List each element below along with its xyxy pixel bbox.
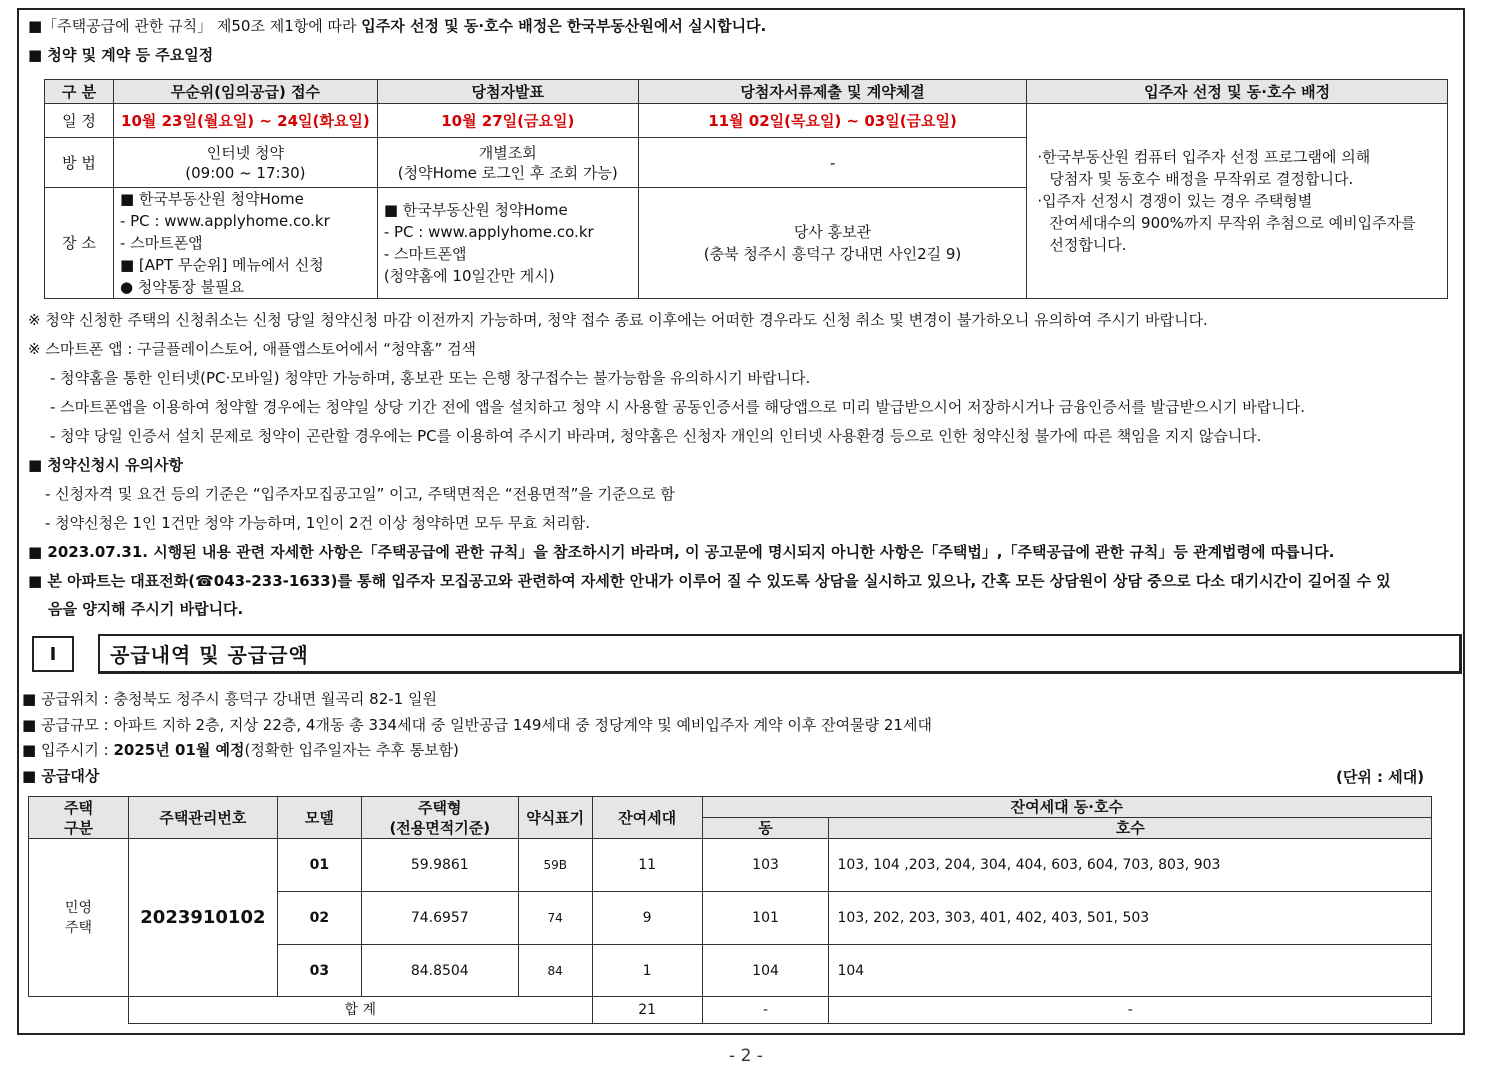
note-line: - 청약 당일 인증서 설치 문제로 청약이 곤란할 경우에는 PC를 이용하여 주시기 바라며, 청약홈은 신청자 개인의 인터넷 사용환경 등으로 인한 청약신청 불가에 따른 책임을 지지 않습니다. [50, 427, 1262, 445]
supply-location: ■ 공급위치 : 충청북도 청주시 흥덕구 강내면 월곡리 82-1 일원 [22, 690, 437, 708]
intro-line [28, 15, 766, 37]
method-line: (09:00 ~ 17:30) [185, 163, 306, 182]
selection-note-line: ·입주자 선정시 경쟁이 있는 경우 주택형별 [1037, 192, 1313, 210]
area-cell: 84.8504 [361, 945, 518, 997]
header-line: 주택 [63, 798, 93, 817]
note-line: - 스마트폰앱을 이용하여 청약할 경우에는 청약일 상당 기간 전에 앱을 설치하고 청약 시 사용할 공동인증서를 해당앱으로 미리 발급받으시어 저장하시거나 금융인증서를 발급받으시기 바랍니다. [50, 398, 1306, 416]
caution-item: - 신청자격 및 요건 등의 기준은 “입주자모집공고일” 이고, 주택면적은 “전용면적”을 기준으로 함 [45, 485, 675, 503]
row-label-date: 일 정 [45, 104, 114, 138]
note-line: ※ 스마트폰 앱 : 구글플레이스토어, 애플앱스토어에서 “청약홈” 검색 [28, 340, 477, 358]
total-count: 21 [592, 997, 702, 1024]
schedule-table [44, 79, 1448, 299]
method-line: (청약Home 로그인 후 조회 가능) [397, 163, 618, 182]
place-line: - 스마트폰앱 [119, 234, 203, 252]
movein-note: (정확한 입주일자는 추후 통보함) [244, 741, 459, 759]
place-contract [638, 188, 1027, 299]
page-number: - 2 - [729, 1046, 763, 1066]
place-announcement [377, 188, 638, 299]
header-remaining-units: 잔여세대 동·호수 [702, 797, 1431, 818]
header-line: (전용면적기준) [389, 818, 491, 837]
caution-heading: ■ 청약신청시 유의사항 [28, 456, 184, 474]
movein-label: ■ 입주시기 : [22, 741, 114, 759]
note-line: - 청약홈을 통한 인터넷(PC·모바일) 청약만 가능하며, 홍보관 또는 은행 창구접수는 불가능함을 유의하시기 바랍니다. [50, 369, 811, 387]
housing-type-line: 민영 [64, 899, 92, 916]
selection-note-line: 당첨자 및 동호수 배정을 무작위로 결정합니다. [1049, 170, 1354, 188]
date-contract: 11월 02일(목요일) ~ 03일(금요일) [638, 104, 1027, 138]
model-cell: 02 [277, 892, 361, 945]
supply-movein [22, 739, 459, 761]
dong-cell: 104 [702, 945, 829, 997]
dong-cell: 103 [702, 839, 829, 892]
place-line: - PC : www.applyhome.co.kr [383, 223, 594, 241]
place-application [113, 188, 377, 299]
ho-cell: 103, 104 ,203, 204, 304, 404, 603, 604, 703, 803, 903 [829, 839, 1432, 892]
schedule-header: 구 분 [45, 80, 114, 104]
area-cell: 59.9861 [361, 839, 518, 892]
contact-notice-cont: 음을 양지해 주시기 바랍니다. [48, 600, 244, 618]
supply-scale: ■ 공급규모 : 아파트 지하 2층, 지상 22층, 4개동 총 334세대 중 일반공급 149세대 중 정당계약 및 예비입주자 계약 이후 잔여물량 21세대 [22, 716, 932, 734]
count-cell: 1 [592, 945, 702, 997]
dong-cell: 101 [702, 892, 829, 945]
schedule-header: 무순위(임의공급) 접수 [113, 80, 377, 104]
total-label: 합 계 [128, 997, 592, 1024]
row-label-method: 방 법 [45, 138, 114, 188]
supply-target: ■ 공급대상 [22, 767, 100, 785]
intro-text: ■「주택공급에 관한 규칙」 제50조 제1항에 따라 [28, 17, 362, 35]
unit-label: (단위 : 세대) [1336, 768, 1425, 786]
place-line: ■ 한국부동산원 청약Home [119, 190, 304, 208]
selection-note [1027, 104, 1448, 299]
caution-item: - 청약신청은 1인 1건만 청약 가능하며, 1인이 2건 이상 청약하면 모두 무효 처리함. [45, 514, 591, 532]
header-house-type [361, 797, 518, 839]
date-announcement: 10월 27일(금요일) [377, 104, 638, 138]
selection-note-line: ·한국부동산원 컴퓨터 입주자 선정 프로그램에 의해 [1037, 148, 1371, 166]
place-line: ■ 한국부동산원 청약Home [383, 201, 568, 219]
housing-type-line: 주택 [64, 919, 92, 936]
short-cell: 74 [518, 892, 592, 945]
method-line: 인터넷 청약 [206, 143, 284, 162]
method-line: 개별조회 [478, 143, 537, 162]
ho-cell: 104 [829, 945, 1432, 997]
ho-cell: 103, 202, 203, 303, 401, 402, 403, 501, 503 [829, 892, 1432, 945]
selection-note-line: 잔여세대수의 900%까지 무작위 추첨으로 예비입주자를 [1049, 214, 1416, 232]
header-remaining: 잔여세대 [592, 797, 702, 839]
housing-type-cell [29, 839, 129, 997]
row-label-place: 장 소 [45, 188, 114, 299]
total-dong: - [702, 997, 829, 1024]
contact-notice: ■ 본 아파트는 대표전화(☎043-233-1633)를 통해 입주자 모집공고와 관련하여 자세한 안내가 이루어 질 수 있도록 상담을 실시하고 있으나, 간혹 모든 상담원이 상담 중으로 다소 대기시간이 길어질 수 있 [28, 572, 1391, 590]
total-ho: - [829, 997, 1432, 1024]
method-contract: - [638, 138, 1027, 188]
note-line: ※ 청약 신청한 주택의 신청취소는 신청 당일 청약신청 마감 이전까지 가능하며, 청약 접수 종료 이후에는 어떠한 경우라도 신청 취소 및 변경이 불가하오니 유의하여 주시기 바랍니다. [28, 311, 1208, 329]
legal-notice: ■ 2023.07.31. 시행된 내용 관련 자세한 사항은「주택공급에 관한 규칙」을 참조하시기 바라며, 이 공고문에 명시되지 아니한 사항은「주택법」,「주택공급에 관한 규칙」등 관계법령에 따릅니다. [28, 543, 1335, 561]
section-number: I [32, 636, 74, 672]
date-application: 10월 23일(월요일) ~ 24일(화요일) [113, 104, 377, 138]
area-cell: 74.6957 [361, 892, 518, 945]
supply-table [28, 796, 1432, 1024]
place-line: 당사 홍보관 [793, 223, 872, 241]
method-announcement [377, 138, 638, 188]
header-model: 모델 [277, 797, 361, 839]
model-cell: 03 [277, 945, 361, 997]
place-line: - 스마트폰앱 [383, 245, 467, 263]
header-mgmt-no: 주택관리번호 [128, 797, 277, 839]
schedule-header: 당첨자발표 [377, 80, 638, 104]
header-short: 약식표기 [518, 797, 592, 839]
schedule-header: 입주자 선정 및 동·호수 배정 [1027, 80, 1448, 104]
short-cell: 84 [518, 945, 592, 997]
header-line: 구분 [63, 818, 93, 837]
header-dong: 동 [702, 818, 829, 839]
count-cell: 11 [592, 839, 702, 892]
movein-date: 2025년 01월 예정 [113, 741, 245, 759]
section-title: 공급내역 및 공급금액 [98, 634, 1462, 674]
selection-note-line: 선정합니다. [1049, 236, 1127, 254]
short-cell: 59B [518, 839, 592, 892]
place-line: (충북 청주시 흥덕구 강내면 사인2길 9) [703, 245, 962, 263]
place-line: (청약홈에 10일간만 게시) [383, 267, 555, 285]
model-cell: 01 [277, 839, 361, 892]
header-line: 주택형 [418, 798, 462, 817]
place-line: ● 청약통장 불필요 [119, 278, 244, 296]
count-cell: 9 [592, 892, 702, 945]
header-housing-type [29, 797, 129, 839]
mgmt-number: 2023910102 [128, 839, 277, 997]
place-line: ■ [APT 무순위] 메뉴에서 신청 [119, 256, 324, 274]
schedule-header: 당첨자서류제출 및 계약체결 [638, 80, 1027, 104]
method-application [113, 138, 377, 188]
schedule-heading: ■ 청약 및 계약 등 주요일정 [28, 46, 214, 64]
total-spacer [29, 997, 129, 1024]
intro-bold-text: 입주자 선정 및 동·호수 배정은 한국부동산원에서 실시합니다. [361, 17, 767, 35]
place-line: - PC : www.applyhome.co.kr [119, 212, 330, 230]
header-ho: 호수 [829, 818, 1432, 839]
